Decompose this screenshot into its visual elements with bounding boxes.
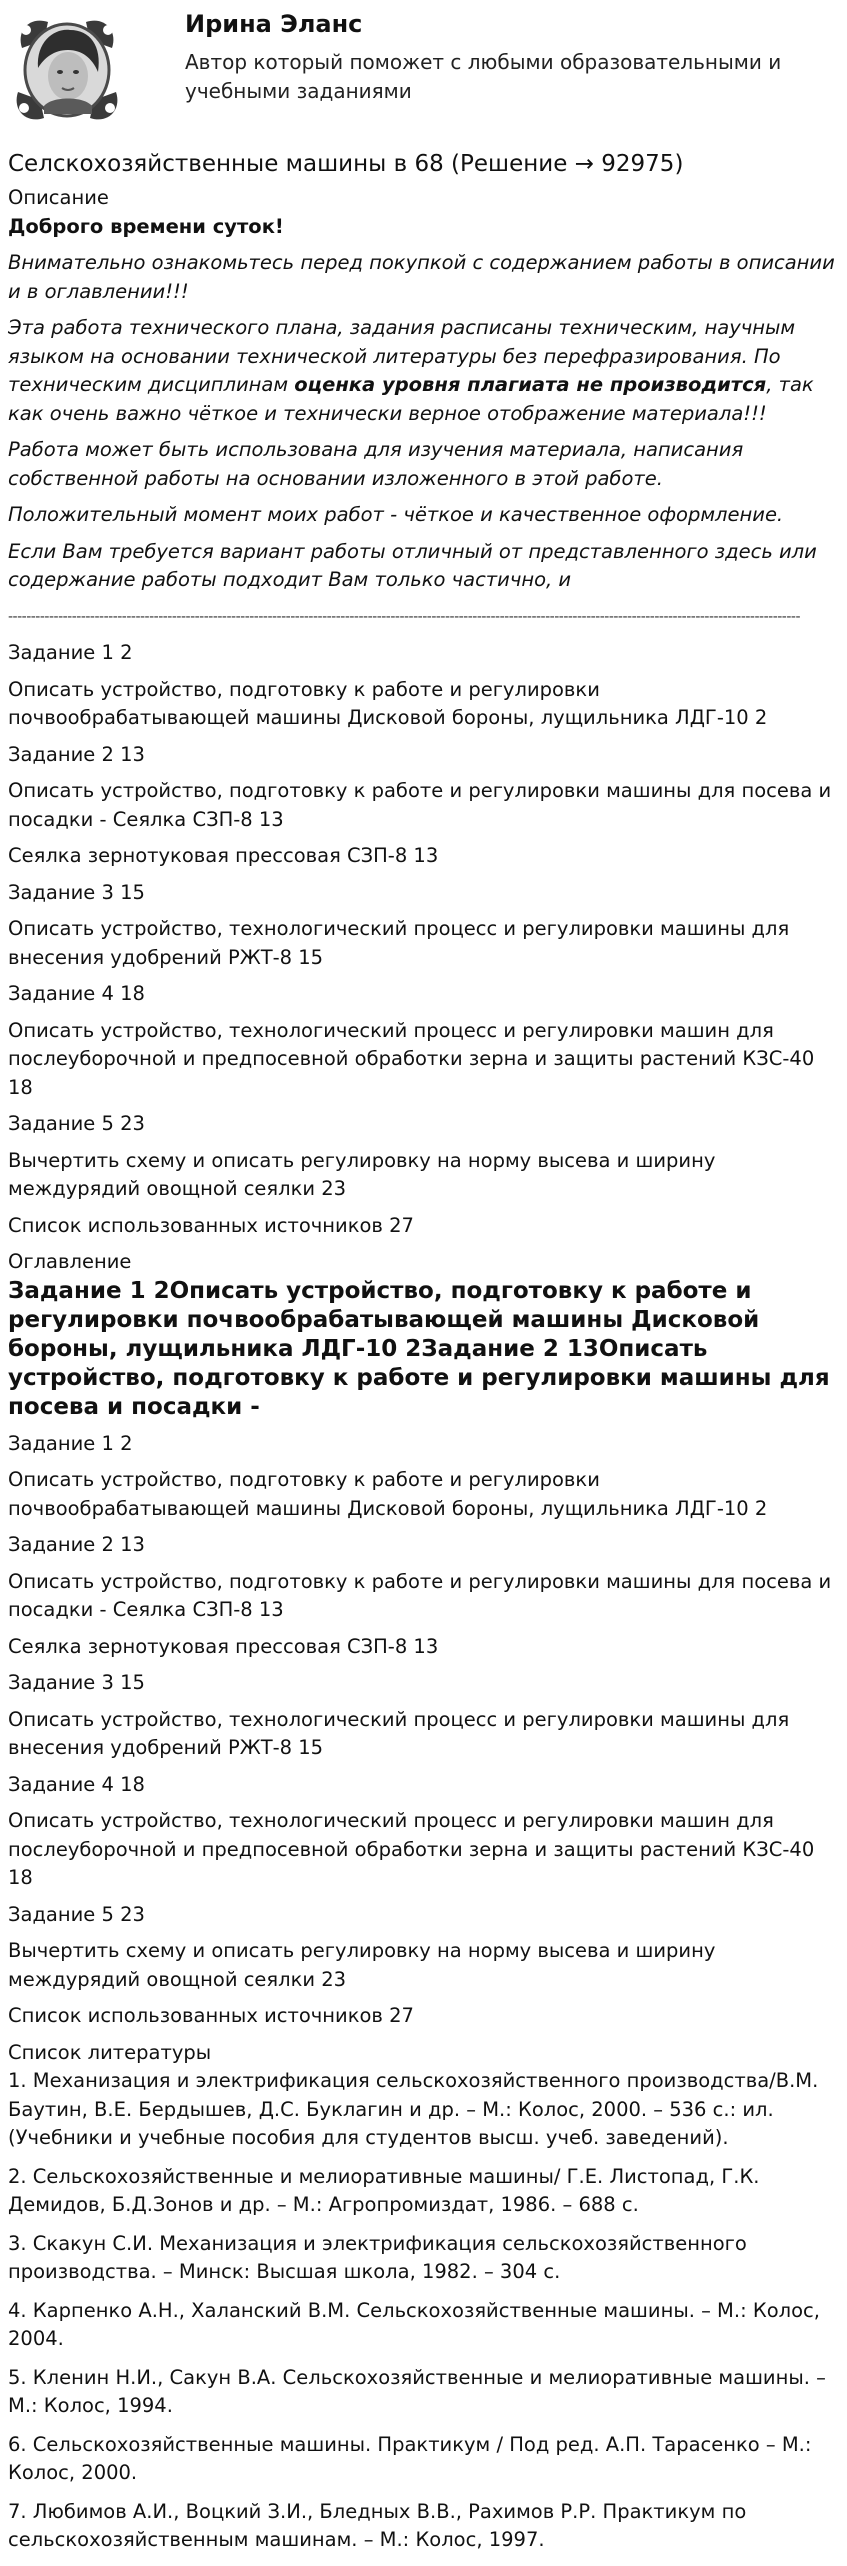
toc-item: Описать устройство, технологический процесс и регулировки машин для послеуборочной и предпосевной обработки зерна и защиты растений КЗС-40 18 <box>8 1809 815 1889</box>
author-header <box>0 0 847 150</box>
toc-item: Задание 5 23 <box>8 1902 145 1926</box>
contents-item: Описать устройство, технологический процесс и регулировки машин для послеуборочной и предпосевной обработки зерна и защиты растений КЗС-40 18 <box>8 1018 815 1099</box>
contents-item: Список использованных источников 27 <box>8 1213 414 1237</box>
toc-item: Описать устройство, технологический процесс и регулировки машины для внесения удобрений РЖТ-8 15 <box>8 1707 790 1759</box>
contents-item: Задание 1 2 <box>8 641 133 664</box>
toc-item: Задание 1 2 <box>8 1431 133 1455</box>
literature-item: 5. Кленин Н.И., Сакун В.А. Сельскохозяйственные и мелиоративные машины. – М.: Колос, 1994. <box>8 2365 826 2417</box>
paragraph-bold-text: оценка уровня плагиата не производится <box>294 373 767 396</box>
greeting: Доброго времени суток! <box>8 214 284 238</box>
toc-item: Список использованных источников 27 <box>8 2004 414 2027</box>
toc-item: Задание 3 15 <box>8 1671 145 1694</box>
paragraph-text: Эта работа технического плана, задания расписаны техническим, научным языком на основании технической литературы без перефразирования. По техническим дисциплинам <box>8 316 796 396</box>
toc-item: Сеялка зернотуковая прессовая СЗП-8 13 <box>8 1634 439 1658</box>
contents-item: Описать устройство, подготовку к работе и регулировки почвообрабатывающей машины Дисковой бороны, лущильника ЛДГ-10 2 <box>8 677 768 729</box>
avatar-image <box>8 10 126 128</box>
contents-item: Задание 3 15 <box>8 880 145 904</box>
paragraph-text: , так как очень важно чёткое и технически верное отображение материала!!! <box>8 373 814 425</box>
toc-item: Описать устройство, подготовку к работе и регулировки машины для посева и посадки - Сеялка СЗП-8 13 <box>8 1569 832 1621</box>
literature-item: 3. Скакун С.И. Механизация и электрификация сельскохозяйственного производства. – Минск: Высшая школа, 1982. – 304 с. <box>8 2231 747 2283</box>
contents-item: Вычертить схему и описать регулировку на норму высева и ширину междурядий овощной сеялки 23 <box>8 1148 716 1200</box>
toc-heading: Задание 1 2Описать устройство, подготовку к работе и регулировки почвообрабатывающей машины Дисковой бороны, лущильника ЛДГ-10 2Задание 2 13Описать устройство, подготовку к работе и регулировки машины для посева и посадки - <box>8 1277 830 1420</box>
contents-item: Задание 4 18 <box>8 982 145 1005</box>
description-paragraph: Внимательно ознакомьтесь перед покупкой с содержанием работы в описании и в оглавлении!!! <box>8 251 835 303</box>
contents-item: Задание 5 23 <box>8 1112 145 1135</box>
contents-item: Описать устройство, технологический процесс и регулировки машины для внесения удобрений РЖТ-8 15 <box>8 917 790 969</box>
author-name[interactable]: Ирина Эланс <box>185 10 363 38</box>
description-paragraph: Если Вам требуется вариант работы отличный от представленного здесь или содержание работы подходит Вам только частично, и <box>8 539 817 591</box>
author-description: Автор который поможет с любыми образовательными и учебными заданиями <box>185 50 782 103</box>
separator-line: ------------------------------------------------------------------------------------------------------------------------------------------------------------------------------ <box>8 608 801 625</box>
work-content <box>8 148 840 2565</box>
contents-item: Сеялка зернотуковая прессовая СЗП-8 13 <box>8 844 439 867</box>
literature-item: 4. Карпенко А.Н., Халанский В.М. Сельскохозяйственные машины. – М.: Колос, 2004. <box>8 2298 820 2350</box>
description-paragraph <box>8 314 840 428</box>
toc-item: Вычертить схему и описать регулировку на норму высева и ширину междурядий овощной сеялки 23 <box>8 1939 716 1991</box>
toc-contents <box>8 1430 840 2031</box>
contents-item: Описать устройство, подготовку к работе и регулировки машины для посева и посадки - Сеялка СЗП-8 13 <box>8 779 832 831</box>
author-avatar[interactable] <box>8 10 126 128</box>
contents-item: Задание 2 13 <box>8 742 145 766</box>
description-contents <box>8 639 840 1240</box>
literature-item: 1. Механизация и электрификация сельскохозяйственного производства/В.М. Баутин, В.Е. Бердышев, Д.С. Буклагин и др. – М.: Колос, 2000. – 536 с.: ил. (Учебники и учебные пособия для студентов высш. учеб. заведений). <box>8 2069 819 2149</box>
literature-label: Список литературы <box>8 2040 212 2064</box>
literature-item: 6. Сельскохозяйственные машины. Практикум / Под ред. А.П. Тарасенко – М.: Колос, 2000. <box>8 2432 812 2484</box>
literature-item: 2. Сельскохозяйственные и мелиоративные машины/ Г.Е. Листопад, Г.К. Демидов, Б.Д.Зонов и др. – М.: Агропромиздат, 1986. – 688 с. <box>8 2164 760 2216</box>
toc-item: Задание 4 18 <box>8 1772 145 1796</box>
toc-item: Описать устройство, подготовку к работе и регулировки почвообрабатывающей машины Дисковой бороны, лущильника ЛДГ-10 2 <box>8 1468 768 1520</box>
toc-label: Оглавление <box>8 1250 132 1273</box>
description-label: Описание <box>8 186 109 209</box>
literature-list <box>8 2067 840 2555</box>
work-title: Селскохозяйственные машины в 68 (Решение → 92975) <box>8 151 684 177</box>
description-paragraph: Работа может быть использована для изучения материала, написания собственной работы на основании изложенного в этой работе. <box>8 438 744 490</box>
toc-item: Задание 2 13 <box>8 1533 145 1556</box>
description-paragraph: Положительный момент моих работ - чёткое и качественное оформление. <box>8 503 784 526</box>
literature-item: 7. Любимов А.И., Воцкий З.И., Бледных В.В., Рахимов Р.Р. Практикум по сельскохозяйственным машинам. – М.: Колос, 1997. <box>8 2499 747 2551</box>
